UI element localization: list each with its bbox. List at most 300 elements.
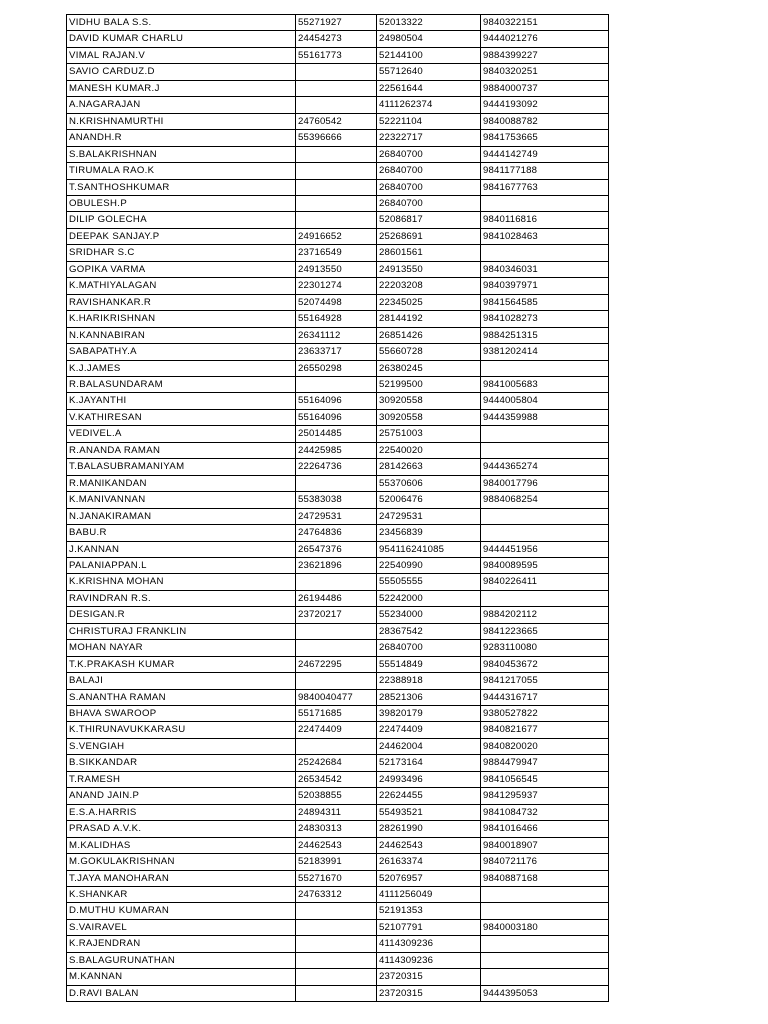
mobile-cell: 9840226411	[481, 574, 609, 590]
table-row	[67, 738, 609, 754]
table-row	[67, 163, 609, 179]
name-cell: VEDIVEL.A	[67, 426, 296, 442]
phone2-cell: 55493521	[377, 804, 481, 820]
table-row	[67, 969, 609, 985]
mobile-cell: 9840018907	[481, 837, 609, 853]
phone1-cell: 22264736	[296, 459, 377, 475]
mobile-cell: 9840089595	[481, 557, 609, 573]
phone2-cell: 55505555	[377, 574, 481, 590]
phone1-cell: 25242684	[296, 755, 377, 771]
phone1-cell	[296, 738, 377, 754]
mobile-cell	[481, 590, 609, 606]
phone2-cell: 26380245	[377, 360, 481, 376]
table-row	[67, 228, 609, 244]
table-row	[67, 804, 609, 820]
mobile-cell	[481, 952, 609, 968]
table-row	[67, 492, 609, 508]
name-cell: DILIP GOLECHA	[67, 212, 296, 228]
phone1-cell: 55164928	[296, 311, 377, 327]
phone1-cell	[296, 969, 377, 985]
phone1-cell: 55271927	[296, 15, 377, 31]
phone2-cell: 22345025	[377, 294, 481, 310]
phone2-cell: 4111256049	[377, 887, 481, 903]
mobile-cell: 9841084732	[481, 804, 609, 820]
table-row	[67, 837, 609, 853]
table-row	[67, 294, 609, 310]
table-row	[67, 689, 609, 705]
mobile-cell: 9841005683	[481, 376, 609, 392]
phone1-cell: 23621896	[296, 557, 377, 573]
table-row	[67, 508, 609, 524]
phone2-cell: 24980504	[377, 31, 481, 47]
phone1-cell: 24729531	[296, 508, 377, 524]
name-cell: ANANDH.R	[67, 130, 296, 146]
table-row	[67, 146, 609, 162]
phone1-cell: 26194486	[296, 590, 377, 606]
table-row	[67, 409, 609, 425]
phone2-cell: 52006476	[377, 492, 481, 508]
phone2-cell: 26840700	[377, 640, 481, 656]
table-row	[67, 179, 609, 195]
phone2-cell: 24462543	[377, 837, 481, 853]
mobile-cell: 9841016466	[481, 821, 609, 837]
table-row	[67, 640, 609, 656]
phone1-cell: 23633717	[296, 344, 377, 360]
table-row	[67, 426, 609, 442]
phone2-cell: 52242000	[377, 590, 481, 606]
phone1-cell: 24913550	[296, 261, 377, 277]
phone2-cell: 55370606	[377, 475, 481, 491]
mobile-cell: 9884479947	[481, 755, 609, 771]
phone2-cell: 26840700	[377, 195, 481, 211]
mobile-cell: 9884000737	[481, 80, 609, 96]
phone1-cell: 55383038	[296, 492, 377, 508]
table-row	[67, 97, 609, 113]
phone2-cell: 25751003	[377, 426, 481, 442]
mobile-cell: 9884399227	[481, 47, 609, 63]
phone2-cell: 23720315	[377, 985, 481, 1001]
mobile-cell: 9380527822	[481, 706, 609, 722]
mobile-cell: 9841028273	[481, 311, 609, 327]
phone1-cell: 25014485	[296, 426, 377, 442]
table-row	[67, 623, 609, 639]
phone2-cell: 4114309236	[377, 952, 481, 968]
name-cell: M.GOKULAKRISHNAN	[67, 854, 296, 870]
phone1-cell: 55271670	[296, 870, 377, 886]
phone2-cell: 24913550	[377, 261, 481, 277]
mobile-cell: 9840721176	[481, 854, 609, 870]
phone1-cell: 9840040477	[296, 689, 377, 705]
mobile-cell	[481, 969, 609, 985]
phone1-cell	[296, 640, 377, 656]
phone1-cell: 26341112	[296, 327, 377, 343]
name-cell: DAVID KUMAR CHARLU	[67, 31, 296, 47]
table-row	[67, 952, 609, 968]
table-row	[67, 212, 609, 228]
contact-table	[66, 14, 609, 1002]
mobile-cell: 9840346031	[481, 261, 609, 277]
phone2-cell: 52199500	[377, 376, 481, 392]
phone1-cell: 26547376	[296, 541, 377, 557]
table-row	[67, 557, 609, 573]
phone1-cell: 52074498	[296, 294, 377, 310]
table-row	[67, 113, 609, 129]
mobile-cell	[481, 525, 609, 541]
table-row	[67, 327, 609, 343]
phone1-cell: 24830313	[296, 821, 377, 837]
name-cell: R.BALASUNDARAM	[67, 376, 296, 392]
name-cell: S.BALAKRISHNAN	[67, 146, 296, 162]
name-cell: N.JANAKIRAMAN	[67, 508, 296, 524]
phone1-cell	[296, 903, 377, 919]
phone2-cell: 30920558	[377, 393, 481, 409]
table-row	[67, 755, 609, 771]
table-row	[67, 245, 609, 261]
name-cell: MOHAN NAYAR	[67, 640, 296, 656]
phone1-cell	[296, 179, 377, 195]
phone2-cell: 26163374	[377, 854, 481, 870]
phone2-cell: 23720315	[377, 969, 481, 985]
phone2-cell: 22540020	[377, 442, 481, 458]
table-row	[67, 31, 609, 47]
phone2-cell: 23456839	[377, 525, 481, 541]
phone1-cell: 23716549	[296, 245, 377, 261]
phone2-cell: 52086817	[377, 212, 481, 228]
phone2-cell: 55712640	[377, 64, 481, 80]
name-cell: K.MATHIYALAGAN	[67, 278, 296, 294]
mobile-cell: 9840453672	[481, 656, 609, 672]
table-row	[67, 311, 609, 327]
table-row	[67, 376, 609, 392]
phone1-cell	[296, 97, 377, 113]
phone2-cell: 22203208	[377, 278, 481, 294]
phone1-cell: 24916652	[296, 228, 377, 244]
mobile-cell: 9884068254	[481, 492, 609, 508]
table-row	[67, 360, 609, 376]
phone2-cell: 26840700	[377, 163, 481, 179]
name-cell: E.S.A.HARRIS	[67, 804, 296, 820]
phone2-cell: 22561644	[377, 80, 481, 96]
phone1-cell	[296, 936, 377, 952]
table-row	[67, 887, 609, 903]
phone2-cell: 28521306	[377, 689, 481, 705]
mobile-cell: 9841028463	[481, 228, 609, 244]
mobile-cell	[481, 887, 609, 903]
mobile-cell	[481, 360, 609, 376]
mobile-cell: 9840116816	[481, 212, 609, 228]
phone1-cell: 26534542	[296, 771, 377, 787]
table-row	[67, 261, 609, 277]
phone2-cell: 28142663	[377, 459, 481, 475]
table-row	[67, 130, 609, 146]
mobile-cell: 9840820020	[481, 738, 609, 754]
phone1-cell: 23720217	[296, 607, 377, 623]
mobile-cell: 9841056545	[481, 771, 609, 787]
phone2-cell: 55660728	[377, 344, 481, 360]
phone1-cell: 24764836	[296, 525, 377, 541]
mobile-cell	[481, 195, 609, 211]
name-cell: J.KANNAN	[67, 541, 296, 557]
mobile-cell: 9444316717	[481, 689, 609, 705]
table-row	[67, 870, 609, 886]
name-cell: T.JAYA MANOHARAN	[67, 870, 296, 886]
table-row	[67, 475, 609, 491]
phone1-cell: 24462543	[296, 837, 377, 853]
name-cell: T.SANTHOSHKUMAR	[67, 179, 296, 195]
name-cell: T.K.PRAKASH KUMAR	[67, 656, 296, 672]
phone2-cell: 22322717	[377, 130, 481, 146]
phone1-cell	[296, 146, 377, 162]
name-cell: RAVISHANKAR.R	[67, 294, 296, 310]
phone2-cell: 52144100	[377, 47, 481, 63]
phone1-cell: 52183991	[296, 854, 377, 870]
phone1-cell: 24894311	[296, 804, 377, 820]
mobile-cell: 9840397971	[481, 278, 609, 294]
contact-table-body	[67, 15, 609, 1002]
name-cell: MANESH KUMAR.J	[67, 80, 296, 96]
phone1-cell	[296, 574, 377, 590]
mobile-cell: 9840017796	[481, 475, 609, 491]
phone1-cell: 22474409	[296, 722, 377, 738]
name-cell: N.KANNABIRAN	[67, 327, 296, 343]
table-row	[67, 590, 609, 606]
phone2-cell: 28144192	[377, 311, 481, 327]
phone2-cell: 55514849	[377, 656, 481, 672]
mobile-cell: 9841217055	[481, 673, 609, 689]
phone1-cell	[296, 376, 377, 392]
name-cell: PRASAD A.V.K.	[67, 821, 296, 837]
table-row	[67, 722, 609, 738]
name-cell: VIDHU BALA S.S.	[67, 15, 296, 31]
phone1-cell: 24760542	[296, 113, 377, 129]
table-row	[67, 919, 609, 935]
name-cell: BHAVA SWAROOP	[67, 706, 296, 722]
mobile-cell: 9444005804	[481, 393, 609, 409]
name-cell: R.MANIKANDAN	[67, 475, 296, 491]
phone1-cell	[296, 163, 377, 179]
table-row	[67, 607, 609, 623]
name-cell: K.JAYANTHI	[67, 393, 296, 409]
name-cell: M.KANNAN	[67, 969, 296, 985]
mobile-cell: 9444451956	[481, 541, 609, 557]
table-row	[67, 821, 609, 837]
name-cell: ANAND JAIN.P	[67, 788, 296, 804]
phone2-cell: 52173164	[377, 755, 481, 771]
phone1-cell	[296, 195, 377, 211]
name-cell: SABAPATHY.A	[67, 344, 296, 360]
phone2-cell: 39820179	[377, 706, 481, 722]
phone1-cell	[296, 673, 377, 689]
mobile-cell: 9444359988	[481, 409, 609, 425]
phone2-cell: 25268691	[377, 228, 481, 244]
phone1-cell	[296, 952, 377, 968]
phone2-cell: 24462004	[377, 738, 481, 754]
phone2-cell: 55234000	[377, 607, 481, 623]
name-cell: SAVIO CARDUZ.D	[67, 64, 296, 80]
phone2-cell: 26840700	[377, 146, 481, 162]
phone1-cell: 26550298	[296, 360, 377, 376]
phone1-cell	[296, 623, 377, 639]
name-cell: K.SHANKAR	[67, 887, 296, 903]
mobile-cell: 9841177188	[481, 163, 609, 179]
table-row	[67, 985, 609, 1001]
phone2-cell: 52107791	[377, 919, 481, 935]
name-cell: B.SIKKANDAR	[67, 755, 296, 771]
table-row	[67, 854, 609, 870]
name-cell: V.KATHIRESAN	[67, 409, 296, 425]
table-row	[67, 195, 609, 211]
phone2-cell: 4114309236	[377, 936, 481, 952]
table-row	[67, 80, 609, 96]
phone1-cell: 55161773	[296, 47, 377, 63]
mobile-cell	[481, 245, 609, 261]
phone1-cell	[296, 212, 377, 228]
phone2-cell: 28367542	[377, 623, 481, 639]
mobile-cell	[481, 936, 609, 952]
name-cell: BALAJI	[67, 673, 296, 689]
phone1-cell	[296, 985, 377, 1001]
phone2-cell: 26851426	[377, 327, 481, 343]
phone1-cell: 22301274	[296, 278, 377, 294]
name-cell: TIRUMALA RAO.K	[67, 163, 296, 179]
mobile-cell: 9840003180	[481, 919, 609, 935]
phone2-cell: 52191353	[377, 903, 481, 919]
table-row	[67, 525, 609, 541]
phone2-cell: 52221104	[377, 113, 481, 129]
table-row	[67, 393, 609, 409]
name-cell: VIMAL RAJAN.V	[67, 47, 296, 63]
name-cell: PALANIAPPAN.L	[67, 557, 296, 573]
mobile-cell	[481, 508, 609, 524]
mobile-cell: 9841223665	[481, 623, 609, 639]
name-cell: R.ANANDA RAMAN	[67, 442, 296, 458]
mobile-cell: 9381202414	[481, 344, 609, 360]
table-row	[67, 64, 609, 80]
name-cell: S.VAIRAVEL	[67, 919, 296, 935]
phone2-cell: 28261990	[377, 821, 481, 837]
phone2-cell: 22540990	[377, 557, 481, 573]
name-cell: CHRISTURAJ FRANKLIN	[67, 623, 296, 639]
phone2-cell: 28601561	[377, 245, 481, 261]
mobile-cell: 9444395053	[481, 985, 609, 1001]
phone2-cell: 22388918	[377, 673, 481, 689]
name-cell: M.KALIDHAS	[67, 837, 296, 853]
name-cell: BABU.R	[67, 525, 296, 541]
table-row	[67, 656, 609, 672]
mobile-cell	[481, 442, 609, 458]
mobile-cell: 9840322151	[481, 15, 609, 31]
name-cell: K.MANIVANNAN	[67, 492, 296, 508]
mobile-cell: 9840821677	[481, 722, 609, 738]
table-row	[67, 47, 609, 63]
phone1-cell: 55396666	[296, 130, 377, 146]
name-cell: DEEPAK SANJAY.P	[67, 228, 296, 244]
phone2-cell: 22624455	[377, 788, 481, 804]
mobile-cell	[481, 903, 609, 919]
phone2-cell: 52076957	[377, 870, 481, 886]
phone1-cell: 24425985	[296, 442, 377, 458]
name-cell: K.THIRUNAVUKKARASU	[67, 722, 296, 738]
mobile-cell: 9841564585	[481, 294, 609, 310]
phone2-cell: 4111262374	[377, 97, 481, 113]
mobile-cell: 9840088782	[481, 113, 609, 129]
mobile-cell: 9884202112	[481, 607, 609, 623]
phone2-cell: 52013322	[377, 15, 481, 31]
mobile-cell: 9444193092	[481, 97, 609, 113]
phone2-cell: 24993496	[377, 771, 481, 787]
name-cell: S.ANANTHA RAMAN	[67, 689, 296, 705]
name-cell: RAVINDRAN R.S.	[67, 590, 296, 606]
table-row	[67, 903, 609, 919]
table-row	[67, 771, 609, 787]
table-row	[67, 673, 609, 689]
phone1-cell: 55164096	[296, 409, 377, 425]
name-cell: D.RAVI BALAN	[67, 985, 296, 1001]
mobile-cell: 9840320251	[481, 64, 609, 80]
name-cell: K.KRISHNA MOHAN	[67, 574, 296, 590]
table-row	[67, 15, 609, 31]
mobile-cell: 9444365274	[481, 459, 609, 475]
name-cell: SRIDHAR S.C	[67, 245, 296, 261]
phone2-cell: 22474409	[377, 722, 481, 738]
mobile-cell: 9444142749	[481, 146, 609, 162]
name-cell: DESIGAN.R	[67, 607, 296, 623]
mobile-cell: 9283110080	[481, 640, 609, 656]
phone1-cell: 55171685	[296, 706, 377, 722]
table-row	[67, 936, 609, 952]
mobile-cell: 9841677763	[481, 179, 609, 195]
name-cell: A.NAGARAJAN	[67, 97, 296, 113]
table-row	[67, 788, 609, 804]
name-cell: K.RAJENDRAN	[67, 936, 296, 952]
phone2-cell: 30920558	[377, 409, 481, 425]
phone1-cell: 52038855	[296, 788, 377, 804]
name-cell: OBULESH.P	[67, 195, 296, 211]
name-cell: T.RAMESH	[67, 771, 296, 787]
table-row	[67, 706, 609, 722]
phone1-cell: 24672295	[296, 656, 377, 672]
name-cell: N.KRISHNAMURTHI	[67, 113, 296, 129]
table-row	[67, 574, 609, 590]
name-cell: T.BALASUBRAMANIYAM	[67, 459, 296, 475]
name-cell: K.HARIKRISHNAN	[67, 311, 296, 327]
name-cell: D.MUTHU KUMARAN	[67, 903, 296, 919]
phone1-cell	[296, 919, 377, 935]
table-row	[67, 541, 609, 557]
phone1-cell	[296, 475, 377, 491]
mobile-cell: 9884251315	[481, 327, 609, 343]
phone1-cell	[296, 64, 377, 80]
phone1-cell: 24763312	[296, 887, 377, 903]
mobile-cell	[481, 426, 609, 442]
phone1-cell: 55164096	[296, 393, 377, 409]
mobile-cell: 9840887168	[481, 870, 609, 886]
name-cell: GOPIKA VARMA	[67, 261, 296, 277]
table-row	[67, 459, 609, 475]
table-row	[67, 278, 609, 294]
mobile-cell: 9444021276	[481, 31, 609, 47]
name-cell: S.BALAGURUNATHAN	[67, 952, 296, 968]
mobile-cell: 9841295937	[481, 788, 609, 804]
phone2-cell: 24729531	[377, 508, 481, 524]
name-cell: K.J.JAMES	[67, 360, 296, 376]
table-row	[67, 442, 609, 458]
phone2-cell: 954116241085	[377, 541, 481, 557]
name-cell: S.VENGIAH	[67, 738, 296, 754]
phone2-cell: 26840700	[377, 179, 481, 195]
phone1-cell: 24454273	[296, 31, 377, 47]
phone1-cell	[296, 80, 377, 96]
